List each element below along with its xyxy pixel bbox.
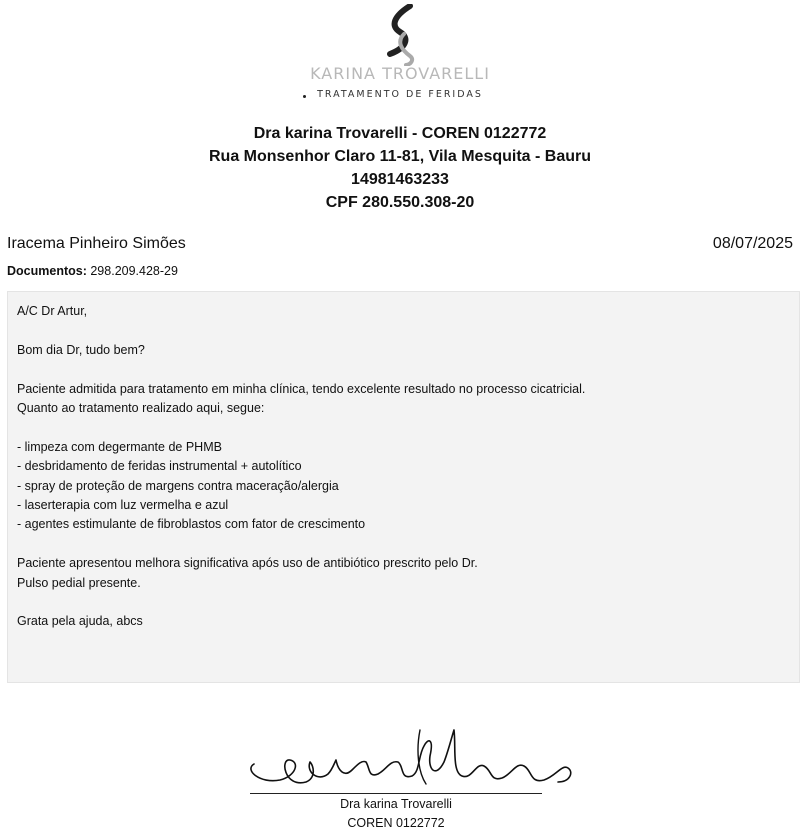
handwritten-signature bbox=[240, 726, 580, 796]
letter-closing: Grata pela ajuda, abcs bbox=[17, 614, 143, 629]
letter-salutation: Bom dia Dr, tudo bem? bbox=[17, 342, 145, 357]
letter-greeting: A/C Dr Artur, bbox=[17, 304, 88, 318]
letter-paragraph-2-line-1: Paciente apresentou melhora significativa após uso de antibiótico prescrito pelo Dr. bbox=[17, 556, 478, 571]
letter-paragraph-2-line-2: Pulso pedial presente. bbox=[17, 575, 141, 590]
signature-coren: COREN 0122772 bbox=[347, 816, 445, 830]
letter-paragraph-1-line-2: Quanto ao tratamento realizado aqui, segue: bbox=[17, 401, 265, 415]
documents-value: 298.209.428-29 bbox=[90, 264, 178, 278]
logo-dot bbox=[303, 95, 306, 98]
signature-line bbox=[250, 793, 542, 794]
header-phone: 14981463233 bbox=[351, 171, 449, 188]
treatment-item: - spray de proteção de margens contra maceração/alergia bbox=[17, 478, 339, 493]
header-professional: Dra karina Trovarelli - COREN 0122772 bbox=[253, 125, 547, 142]
letter-body bbox=[7, 291, 800, 683]
treatment-item: - agentes estimulante de fibroblastos com fator de crescimento bbox=[17, 517, 366, 532]
header-address: Rua Monsenhor Claro 11-81, Vila Mesquita - Bauru bbox=[208, 148, 591, 165]
signature-name: Dra karina Trovarelli bbox=[340, 797, 452, 811]
treatment-item: - limpeza com degermante de PHMB bbox=[17, 439, 222, 454]
logo-tagline: TRATAMENTO DE FERIDAS bbox=[317, 89, 483, 100]
header-cpf: CPF 280.550.308-20 bbox=[325, 194, 475, 211]
treatment-item: - laserterapia com luz vermelha e azul bbox=[17, 498, 229, 513]
documents-row bbox=[7, 264, 178, 278]
letterhead bbox=[0, 122, 800, 214]
letter-paragraph-1-line-1: Paciente admitida para tratamento em minha clínica, tendo excelente resultado no processo cicatricial. bbox=[17, 381, 586, 396]
logo-mark-icon bbox=[360, 4, 440, 66]
treatment-item: - desbridamento de feridas instrumental + autolítico bbox=[17, 459, 302, 474]
document-date: 08/07/2025 bbox=[712, 235, 793, 252]
patient-name: Iracema Pinheiro Simões bbox=[7, 235, 186, 252]
clinic-logo bbox=[300, 0, 500, 110]
documents-label: Documentos: bbox=[7, 264, 87, 278]
logo-name: KARINA TROVARELLI bbox=[310, 64, 490, 83]
